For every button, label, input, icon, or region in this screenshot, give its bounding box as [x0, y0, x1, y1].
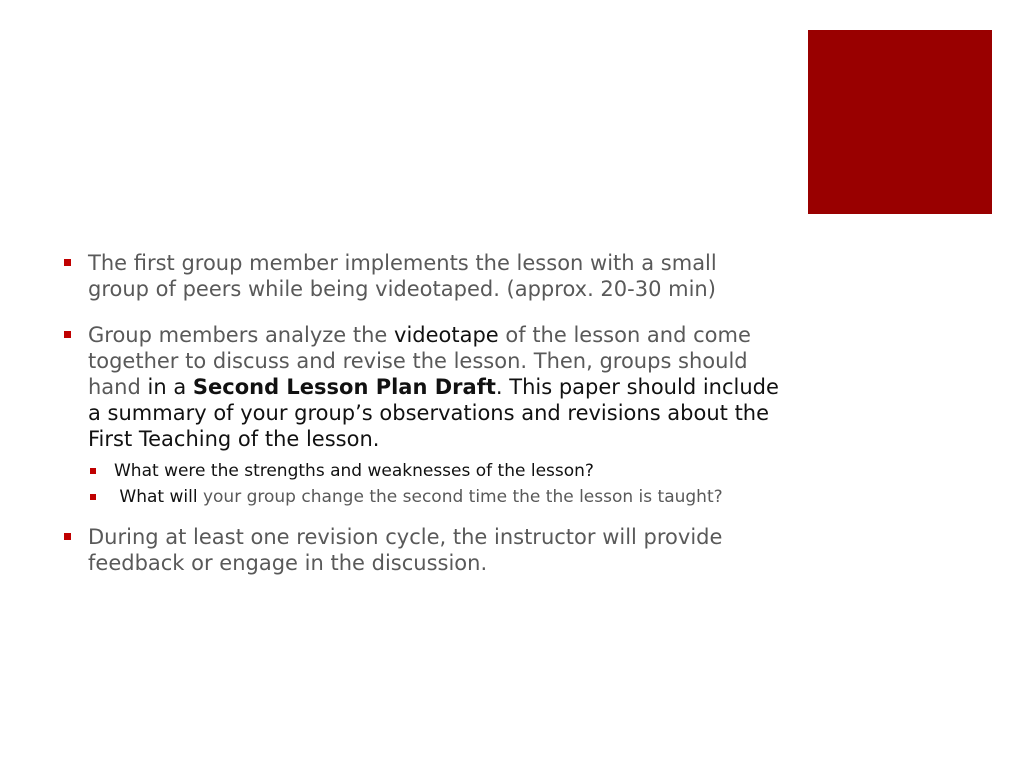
bullet-item-3 [62, 524, 782, 576]
sub-bullet-item-2 [88, 486, 782, 508]
bullet-item-1 [62, 250, 782, 302]
sub-bullet-text-lead: What will [114, 487, 203, 507]
bullet-text-emphasis: videotape [394, 323, 499, 347]
bullet-text-bold: Second Lesson Plan Draft [192, 375, 496, 399]
sub-bullet-text: your group change the second time the the lesson is taught? [202, 487, 723, 507]
accent-block [808, 30, 992, 214]
sub-bullet-item-1 [88, 460, 782, 482]
bullet-item-2 [62, 322, 782, 452]
sub-bullet-text: What were the strengths and weaknesses of the lesson? [114, 461, 594, 481]
bullet-text-part: Group members analyze the [88, 323, 395, 347]
bullet-text-part: of the lesson and come together to discuss and revise the lesson. Then, groups should hand [88, 323, 751, 399]
square-bullet-icon [64, 533, 71, 540]
square-bullet-icon [64, 259, 71, 266]
bullet-text: During at least one revision cycle, the instructor will provide feedback or engage in the discussion. [88, 525, 723, 575]
bullet-text: The first group member implements the lesson with a small group of peers while being videotaped. (approx. 20-30 min) [88, 251, 717, 301]
bullet-text-emphasis: . This paper should include a summary of your group’s observations and revisions about the First Teaching of the lesson. [88, 375, 779, 451]
bullet-text-emphasis: in a [147, 375, 193, 399]
square-bullet-icon [90, 468, 96, 474]
square-bullet-icon [90, 494, 96, 500]
square-bullet-icon [64, 331, 71, 338]
sub-bullet-list [62, 460, 782, 508]
slide-body [62, 250, 782, 596]
